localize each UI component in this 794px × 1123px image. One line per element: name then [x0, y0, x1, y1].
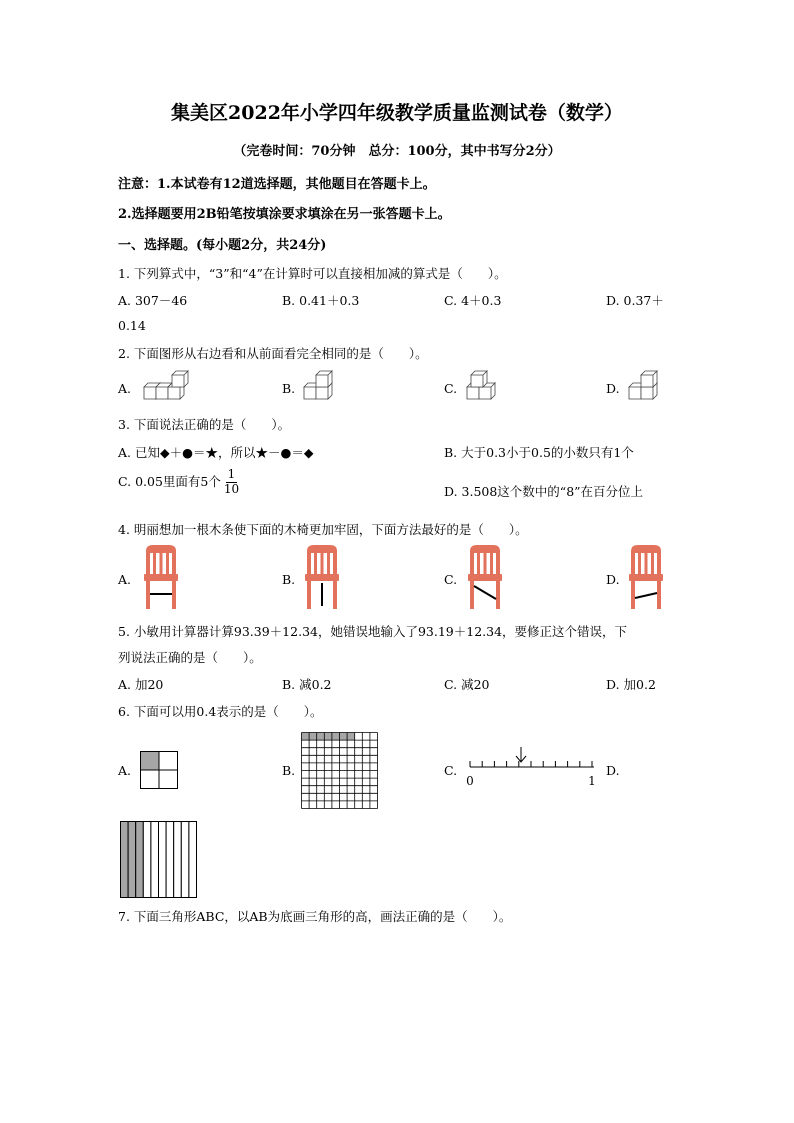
- question-6-option-d: D.: [606, 763, 620, 778]
- question-6-option-c: C.: [444, 763, 458, 778]
- hundred-grid-figure: [301, 732, 379, 810]
- question-4-option-a: A.: [118, 572, 132, 587]
- strip-shaded: [128, 822, 136, 898]
- question-5-option-c: C. 减20: [444, 677, 490, 692]
- question-2-option-d: D.: [606, 381, 620, 396]
- question-3-stem: 3. 下面说法正确的是（ ）。: [118, 417, 291, 432]
- fraction-numerator: 1: [227, 467, 236, 481]
- cube-figure-c: [466, 371, 502, 401]
- strip: [181, 822, 189, 898]
- question-1-option-b: B. 0.41＋0.3: [282, 293, 360, 308]
- number-line-figure: [462, 745, 602, 787]
- note-line-1: 注意：1.本试卷有12道选择题，其他题目在答题卡上。: [118, 177, 436, 192]
- strip: [159, 822, 167, 898]
- page-subtitle: （完卷时间：70分钟 总分：100分，其中书写分2分）: [233, 144, 561, 159]
- cube-figure-d: [628, 371, 664, 401]
- note-line-2: 2.选择题要用2B铅笔按填涂要求填涂在另一张答题卡上。: [118, 207, 451, 222]
- grid-shaded-cell: [317, 733, 325, 741]
- page-title: 集美区2022年小学四年级教学质量监测试卷（数学）: [171, 102, 623, 124]
- question-2-option-c: C.: [444, 381, 458, 396]
- question-1-stem: 1. 下列算式中，“3”和“4”在计算时可以直接相加减的算式是（ ）。: [118, 266, 507, 281]
- question-1-option-c: C. 4＋0.3: [444, 293, 502, 308]
- quartered-square-figure: [140, 751, 178, 789]
- question-5-stem-line-1: 5. 小敏用计算器计算93.39＋12.34，她错误地输入了93.19＋12.34，要修正这个错误，下: [118, 624, 628, 639]
- question-2-stem: 2. 下面图形从右边看和从前面看完全相同的是（ ）。: [118, 346, 428, 361]
- question-3-option-a: A. 已知◆＋●＝★，所以★－●＝◆: [118, 445, 314, 460]
- question-3-option-b: B. 大于0.3小于0.5的小数只有1个: [444, 445, 634, 460]
- question-4-stem: 4. 明丽想加一根木条使下面的木椅更加牢固，下面方法最好的是（ ）。: [118, 522, 528, 537]
- strip-shaded: [136, 822, 144, 898]
- question-1-option-a: A. 307－46: [118, 293, 188, 308]
- question-3-option-d: D. 3.508这个数中的“8”在百分位上: [444, 484, 644, 499]
- question-5-option-a: A. 加20: [118, 677, 164, 692]
- question-5-option-d: D. 加0.2: [606, 677, 656, 692]
- grid-shaded-cell: [340, 733, 348, 741]
- chair-image-b: [304, 545, 340, 609]
- question-4-option-b: B.: [282, 572, 296, 587]
- strip: [166, 822, 174, 898]
- question-5-stem-line-2: 列说法正确的是（ ）。: [118, 650, 262, 665]
- question-4-option-d: D.: [606, 572, 620, 587]
- question-3-option-c-text: C. 0.05里面有5个: [118, 473, 221, 489]
- number-line-start-label: 0: [466, 774, 474, 788]
- question-1-option-d: D. 0.37＋: [606, 293, 664, 308]
- fraction-denominator: 10: [223, 481, 240, 496]
- strip: [151, 822, 159, 898]
- question-5-option-b: B. 减0.2: [282, 677, 332, 692]
- cube-figure-a: [143, 371, 191, 401]
- strip: [174, 822, 182, 898]
- number-line-end-label: 1: [588, 774, 596, 788]
- question-6-option-a: A.: [118, 763, 132, 778]
- question-4-option-c: C.: [444, 572, 458, 587]
- ten-strips-figure: [120, 821, 198, 899]
- question-2-option-a: A.: [118, 381, 132, 396]
- question-3-option-c: [118, 468, 239, 497]
- chair-image-d: [628, 545, 664, 609]
- chair-image-a: [143, 545, 179, 609]
- chair-image-c: [467, 545, 503, 609]
- strip: [143, 822, 151, 898]
- question-1-option-d-continued: 0.14: [118, 318, 146, 333]
- grid-shaded-cell: [332, 733, 340, 741]
- grid-shaded-cell: [302, 733, 310, 741]
- question-6-stem: 6. 下面可以用0.4表示的是（ ）。: [118, 704, 323, 719]
- section-heading: 一、选择题。(每小题2分，共24分): [118, 238, 327, 253]
- fraction-one-tenth: [224, 468, 239, 497]
- cube-figure-b: [303, 371, 339, 401]
- grid-shaded-cell: [309, 733, 317, 741]
- grid-shaded-cell: [324, 733, 332, 741]
- strip: [189, 822, 197, 898]
- strip-shaded: [121, 822, 129, 898]
- grid-shaded-cell: [347, 733, 355, 741]
- question-2-option-b: B.: [282, 381, 296, 396]
- question-6-option-b: B.: [282, 763, 296, 778]
- question-7-stem: 7. 下面三角形ABC，以AB为底画三角形的高，画法正确的是（ ）。: [118, 909, 512, 924]
